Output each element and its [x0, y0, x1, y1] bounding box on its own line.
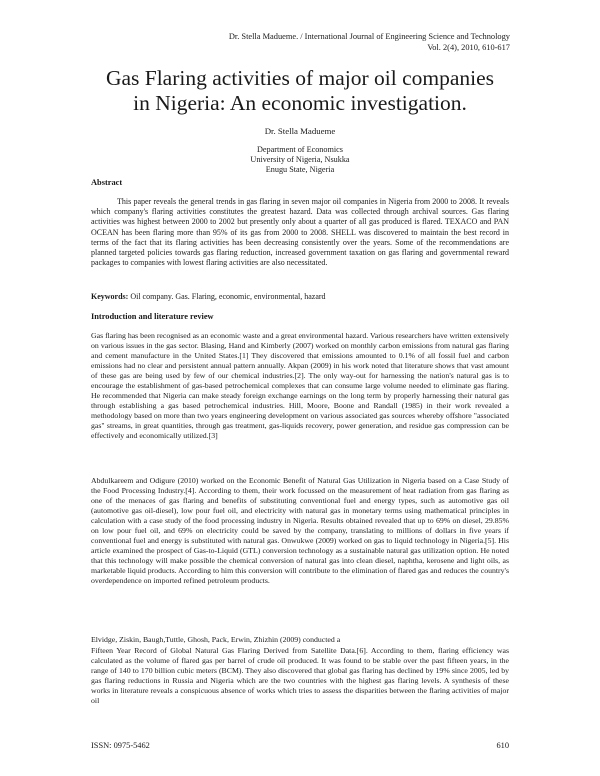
keywords-line [91, 292, 509, 302]
affiliation-location: Enugu State, Nigeria [265, 165, 335, 175]
running-head [110, 31, 510, 53]
keywords-label: Keywords: [91, 292, 129, 301]
body-paragraph-3: Fifteen Year Record of Global Natural Gas Flaring Derived from Satellite Data.[6]. According to them, flaring efficiency was calculated as the volume of flared gas per barrel of crude oil produced. It was found to be stable over the past fifteen years, in the range of 140 to 170 billion cubic meters (BCM). They also discovered that global gas flaring has declined by 19% since 2005, led by gas flaring reductions in Russia and Nigeria which are the two countries with the highest gas flaring levels. A synthesis of these works in literature reveals a conspicuous absence of works which tries to assess the disparities between the flaring activities of major oil [91, 646, 509, 706]
author-name: Dr. Stella Madueme [264, 126, 336, 136]
running-head-journal: Dr. Stella Madueme. / International Journal of Engineering Science and Technology [228, 32, 510, 41]
abstract-text: This paper reveals the general trends in gas flaring in seven major oil companies in Nigeria from 2000 to 2008. It reveals which company's flaring activities constitutes the greatest hazard. Data was collected through archival sources. Gas flaring activities was highest between 2000 to 2002 but presently only about a quarter of all gas produced is flared. TEXACO and PAN OCEAN has been flaring more than 95% of its gas from 2000 to 2008. SHELL was discovered to maintain the best record in terms of the fact that its flaring activities has been decreasing consistently over the years. Some of the recommendations are planned targeted policies towards gas flaring reduction, increased government taxation on gas flaring and governmental reward packages to companies with lowest flaring activities are also necessitated. [91, 197, 509, 268]
affiliation-department: Department of Economics [257, 145, 343, 154]
author-affiliation [0, 145, 600, 176]
paper-title-line-2: in Nigeria: An economic investigation. [133, 91, 467, 115]
footer-issn: ISSN: 0975-5462 [91, 741, 150, 750]
affiliation-university: University of Nigeria, Nsukka [250, 155, 350, 165]
keywords-text: Oil company. Gas. Flaring, economic, environmental, hazard [128, 292, 326, 301]
abstract-heading: Abstract [91, 178, 123, 187]
section-heading: Introduction and literature review [91, 312, 214, 321]
body-paragraph-1: Gas flaring has been recognised as an economic waste and a great environmental hazard. Various researchers have written extensively on various issues in the gas sector. Blasing, Hand and Kimberly (2007) worked on monthly carbon emissions from natural gas flaring and cement manufacture in the United States.[1] They discovered that emissions amounted to 0.1% of all fossil fuel and carbon emissions had no clear and persistent annual pattern annually. Akpan (2009) in his work noted that literature shows that vast amount of these gas are being used by few of our chemical industries.[2]. The only way-out for harnessing the nation's natural gas is to encourage the establishment of gas-based petrochemical complexes that can consume large volume needed to eliminate gas flaring. He recommended that Nigeria can make steady foreign exchange earnings on the long term by properly harnessing their natural gas through establishing a gas based petrochemical industries. Hill, Moore, Boone and Randall (1985) in their work revealed a methodology based on more than two years engineering development on various associated gas sources whereby offshore "associated gas" streams, in great quantities, through gas treatment, gas-liquids recovery, power generation, and residue gas compression can be effectively and economically utilized.[3] [91, 331, 509, 441]
body-paragraph-3-lead: Elvidge, Ziskin, Baugh,Tuttle, Ghosh, Pack, Erwin, Zhizhin (2009) conducted a [91, 635, 341, 644]
running-head-volume: Vol. 2(4), 2010, 610-617 [427, 43, 510, 52]
paper-title-line-1: Gas Flaring activities of major oil companies [105, 66, 495, 90]
paper-title [60, 66, 540, 116]
body-paragraph-2: Abdulkareem and Odigure (2010) worked on the Economic Benefit of Natural Gas Utilization in Nigeria based on a Case Study of the Food Processing Industry.[4]. According to them, their work focussed on the measurement of heat radiation from gas flaring as one of the menaces of gas flaring and benefits of substituting conventional fuel and energy types, such as automotive gas oil (automotive gas oil-diesel), low pour fuel oil, and electricity with natural gas in monetary terms using mathematical principles in calculation with a case study of the food processing industry in Nigeria. Results obtained revealed that up to 69% on diesel, 29.85% on low pour fuel oil, and 69% on electricity could be saved by the company, translating to millions of dollars in five years if conventional fuel and energy is substituted with natural gas. Onwukwe (2009) worked on gas to liquid technology in Nigeria.[5]. His article examined the prospect of Gas-to-Liquid (GTL) conversion technology as a sustainable natural gas utilization option. He noted that this technology will make possible the chemical conversion of natural gas into clean diesel, naphtha, kerosene and light oils, as marketable liquid products. According to him this conversion will contribute to the elimination of flared gas and reduces the country's overdependence on imported refined petroleum products. [91, 476, 509, 586]
footer-page-number: 610 [496, 741, 509, 750]
